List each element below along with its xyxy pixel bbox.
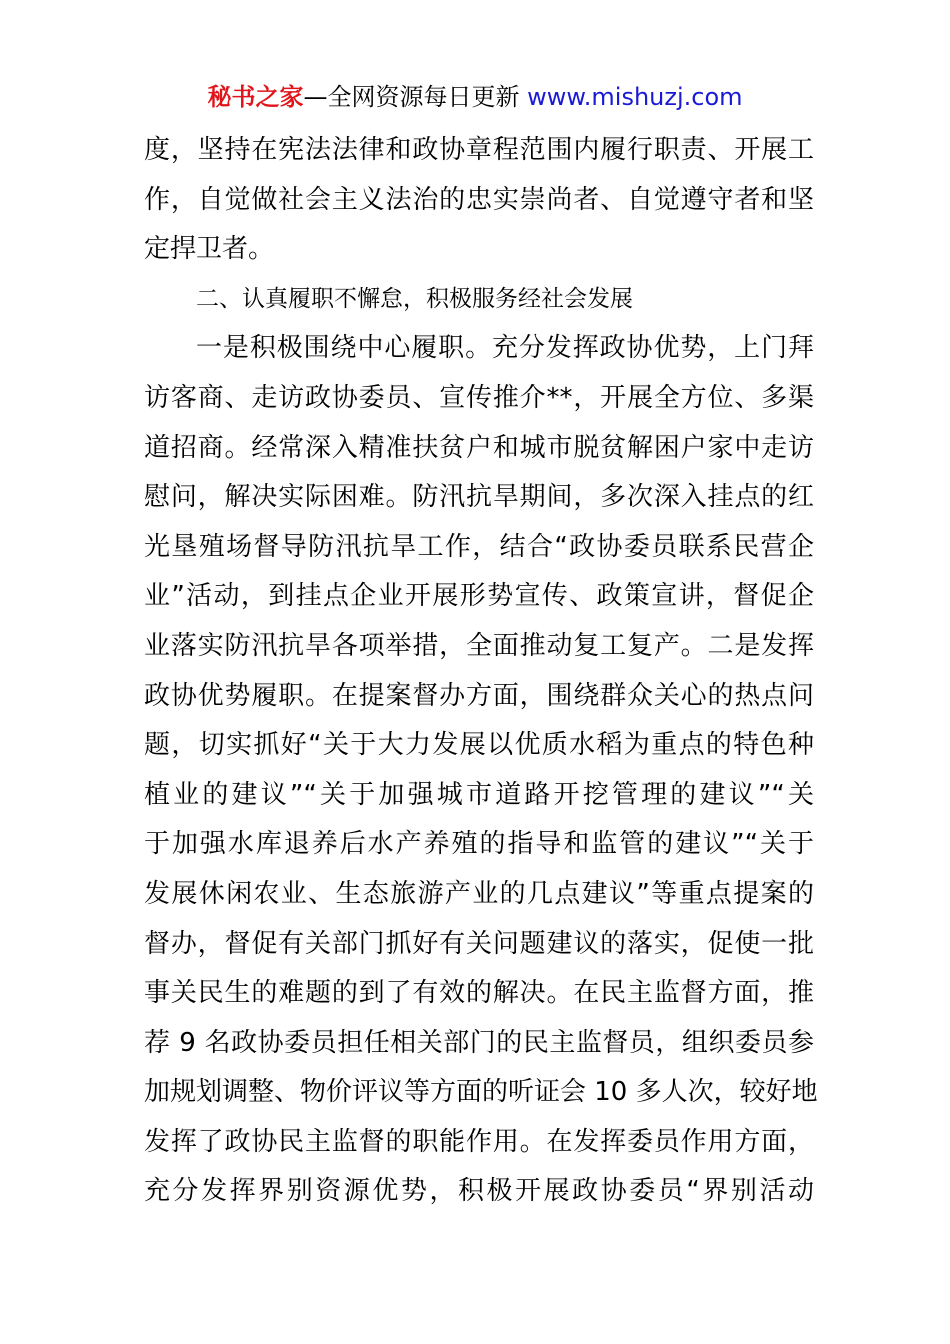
text-line: 植业的建议”“关于加强城市道路开挖管理的建议”“关 (144, 779, 814, 810)
paragraph-first-line: 一是积极围绕中心履职。充分发挥政协优势，上门拜 (196, 333, 814, 364)
text-line: 荐 9 名政协委员担任相关部门的民主监督员，组织委员参 (144, 1027, 814, 1058)
text-line: 事关民生的难题的到了有效的解决。在民主监督方面，推 (144, 978, 814, 1009)
section-heading: 二、认真履职不懈怠，积极服务经社会发展 (196, 285, 633, 312)
text-line: 于加强水库退养后水产养殖的指导和监管的建议”“关于 (144, 829, 814, 860)
text-line: 发挥了政协民主监督的职能作用。在发挥委员作用方面， (144, 1126, 814, 1157)
text-line: 加规划调整、物价评议等方面的听证会 10 多人次，较好地 (144, 1077, 818, 1108)
text-line: 光垦殖场督导防汛抗旱工作，结合“政协委员联系民营企 (144, 531, 814, 562)
text-line: 慰问，解决实际困难。防汛抗旱期间，多次深入挂点的红 (144, 482, 814, 513)
text-line: 充分发挥界别资源优势，积极开展政协委员“界别活动 (144, 1176, 814, 1207)
document-body (144, 126, 818, 1217)
text-line: 发展休闲农业、生态旅游产业的几点建议”等重点提案的 (144, 878, 814, 909)
text-line: 道招商。经常深入精准扶贫户和城市脱贫解困户家中走访 (144, 432, 814, 463)
text-line: 督办，督促有关部门抓好有关问题建议的落实，促使一批 (144, 928, 814, 959)
text-line: 业”活动，到挂点企业开展形势宣传、政策宣讲，督促企 (144, 581, 814, 612)
text-line: 定捍卫者。 (144, 234, 275, 265)
text-line: 访客商、走访政协委员、宣传推介**，开展全方位、多渠 (144, 382, 814, 413)
text-line: 题，切实抓好“关于大力发展以优质水稻为重点的特色种 (144, 730, 814, 761)
text-line: 度，坚持在宪法法律和政协章程范围内履行职责、开展工 (144, 135, 814, 165)
site-header (0, 80, 950, 114)
text-line: 作，自觉做社会主义法治的忠实崇尚者、自觉遵守者和坚 (144, 184, 814, 215)
site-tagline: —全网资源每日更新 (303, 83, 528, 111)
text-line: 业落实防汛抗旱各项举措，全面推动复工复产。二是发挥 (144, 630, 814, 661)
site-brand: 秘书之家 (207, 83, 304, 111)
site-url-link[interactable]: www.mishuzj.com (527, 83, 743, 111)
text-line: 政协优势履职。在提案督办方面，围绕群众关心的热点问 (144, 680, 814, 711)
